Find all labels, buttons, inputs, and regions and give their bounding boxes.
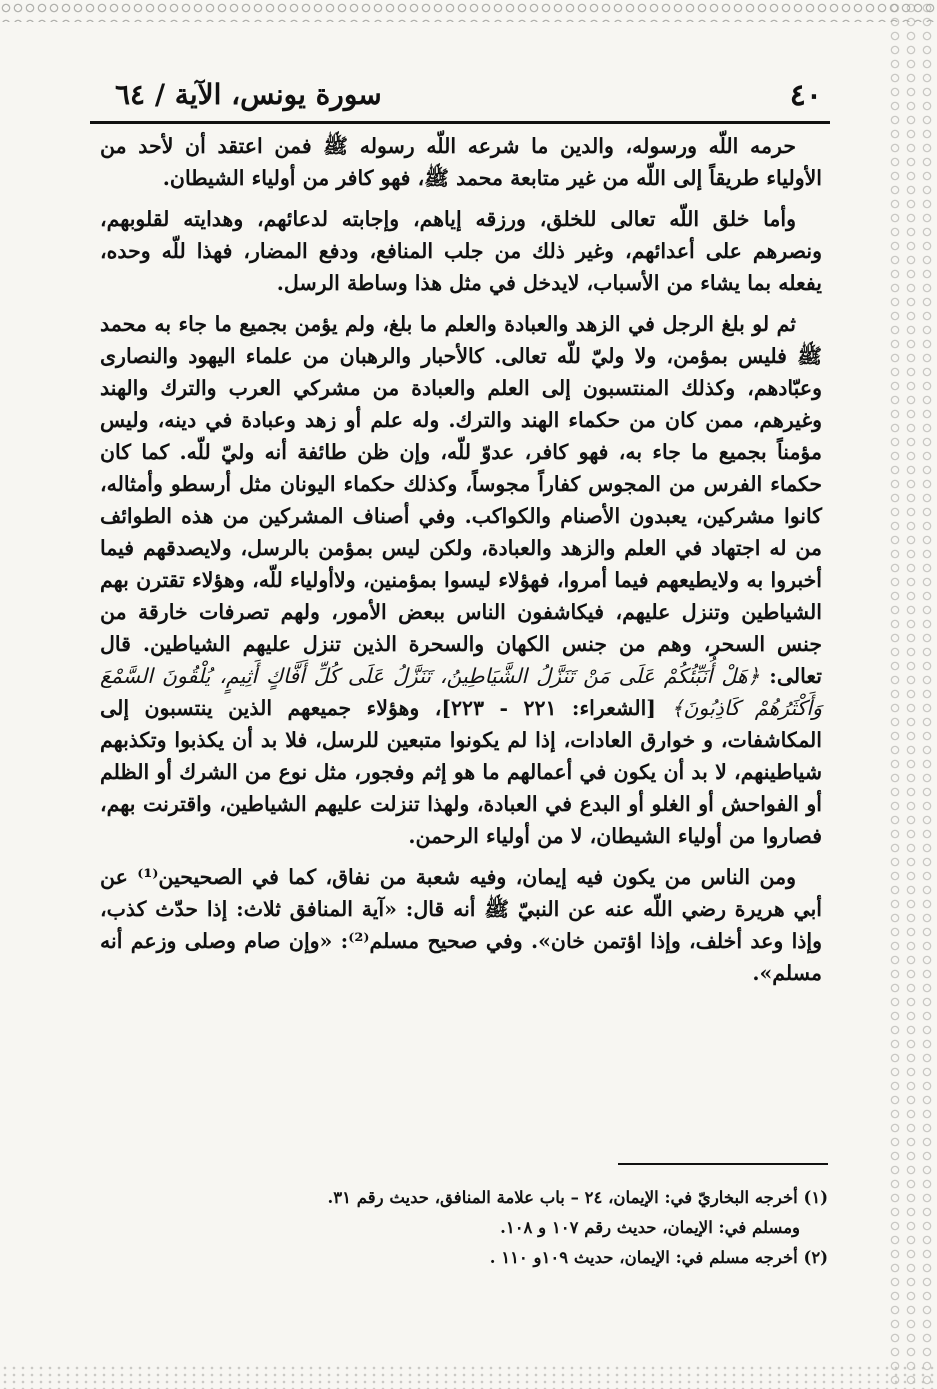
quran-verse: ﴿هَلْ أُنَبِّئُكُمْ عَلَى مَنْ تَنَزَّلُ الشَّيَاطِينُ، تَنَزَّلُ عَلَى كُلِّ أَفَّاكٍ أَثِيمٍ، يُلْقُونَ السَّمْعَ وَأَكْثَرُهُمْ كَاذِبُونَ﴾ xyxy=(100,664,823,720)
footnote-rule xyxy=(618,1163,828,1165)
footnote: (١) أخرجه البخاريّ في: الإيمان، ٢٤ – باب علامة المنافق، حديث رقم ٣١. xyxy=(327,1188,828,1207)
header-rule xyxy=(90,121,830,124)
running-title: سورة يونس، الآية / ٦٤ xyxy=(115,78,382,111)
decorative-border-bottom xyxy=(0,1363,937,1389)
paragraph: وأما خلق اللّه تعالى للخلق، ورزقه إياهم، وإجابته لدعائهم، وهدايته لقلوبهم، ونصرهم على أعدائهم، وغير ذلك من جلب المنافع، ودفع المضار، فهذا للّه وحده، يفعله بما يشاء من الأسباب، لايدخل في مثل هذا وساطة الرسل. xyxy=(100,207,822,295)
paragraph: حرمه اللّه ورسوله، والدين ما شرعه اللّه رسوله ﷺ فمن اعتقد أن لأحد من الأولياء طريقاً إلى اللّه من غير متابعة محمد ﷺ، فهو كافر من أولياء الشيطان. xyxy=(100,134,822,190)
decorative-border-top xyxy=(0,0,937,22)
verse-reference: [الشعراء: ٢٢١ - ٢٢٣]، وهؤلاء جميعهم xyxy=(287,696,656,720)
footnotes xyxy=(120,1183,828,1273)
paragraph-text: ثم لو بلغ الرجل في الزهد والعبادة والعلم ما بلغ، ولم يؤمن بجميع ما جاء به محمد ﷺ فليس بمؤمن، ولا وليّ للّه تعالى. كالأحبار والرهبان من علماء اليهود والنصارى وعبّادهم، وكذلك المنتسبون إلى العلم والعبادة من مشركي العرب والترك والهند وغيرهم، ممن كان من حكماء الهند والترك. وله علم أو زهد وعبادة في دينه، وليس مؤمناً بجميع ما جاء به، فهو كافر، عدوّ للّه، وإن ظن طائفة أنه وليّ للّه. كما كان حكماء الفرس من المجوس كفاراً مجوساً، وكذلك حكماء اليونان مثل أرسطو وأمثاله، كانوا مشركين، يعبدون الأصنام والكواكب. وفي أصناف المشركين من هذه الطوائف من له اجتهاد في العلم والزهد والعبادة، ولكن ليس بمؤمن بالرسل، ولايصدقهم فيما أخبروا به ولايطيعهم فيما أمروا، فهؤلاء ليسوا بمؤمنين، ولاأولياء للّه، وهؤلاء تقترن بهم الشياطين وتنزل عليهم، فيكاشفون الناس ببعض الأمور، ولهم تصرفات خارقة من جنس السحر، وهم من جنس الكهان والسحرة الذين تنزل عليهم الشياطين. قال تعالى: xyxy=(100,312,822,688)
page-number: ٤٠ xyxy=(789,78,822,113)
paragraph xyxy=(100,308,822,852)
footnote: (٢) أخرجه مسلم في: الإيمان، حديث ١٠٩و ١١٠ . xyxy=(489,1248,828,1267)
page-header xyxy=(95,78,830,116)
decorative-border-right xyxy=(887,0,937,1389)
footnote: ومسلم في: الإيمان، حديث رقم ١٠٧ و ١٠٨. xyxy=(500,1218,800,1237)
paragraph-text: الذين ينتسبون إلى المكاشفات، و خوارق العادات، إذا لم يكونوا متبعين للرسل، فلا بد أن يكذبوا وتكذبهم شياطينهم، لا بد أن يكون في أعمالهم ما هو إثم وفجور، مثل نوع من الشرك أو الظلم أو الفواحش أو الغلو أو البدع في العبادة، ولهذا تنزلت عليهم الشياطين، واقترنت بهم، فصاروا من أولياء الشيطان، لا من أولياء الرحمن. xyxy=(100,696,822,848)
paragraph: ومن الناس من يكون فيه إيمان، وفيه شعبة من نفاق، كما في الصحيحين⁽¹⁾ عن أبي هريرة رضي اللّه عنه عن النبيّ ﷺ أنه قال: «آية المنافق ثلاث: إذا حدّث كذب، وإذا وعد أخلف، وإذا اؤتمن خان». وفي صحيح مسلم⁽²⁾: «وإن صام وصلى وزعم أنه مسلم». xyxy=(100,865,822,985)
body-text xyxy=(100,130,822,998)
